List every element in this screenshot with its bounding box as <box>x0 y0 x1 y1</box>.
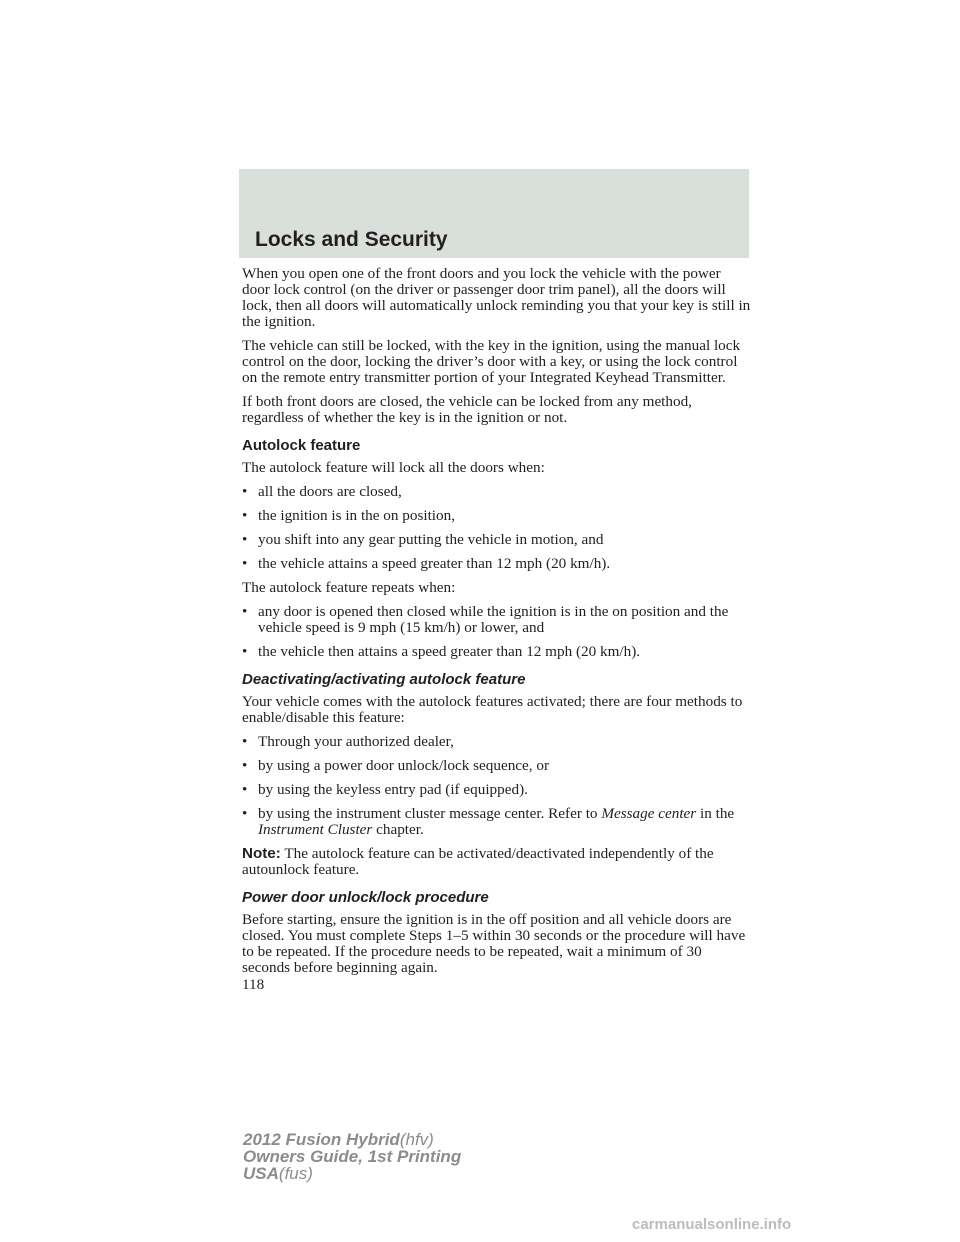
list-item: • the ignition is in the on position, <box>242 507 456 524</box>
intro-paragraph-2: The vehicle can still be locked, with the key in the ignition, using the manual lock control on the door, locking the driver’s door with a key, or using the lock control on the remote entry transmitter portion of your Integrated Keyhead Transmitter. <box>242 337 741 386</box>
section-title: Locks and Security <box>255 228 448 251</box>
footer-line-1: 2012 Fusion Hybrid(hfv) <box>243 1130 434 1149</box>
bullet: • <box>242 757 248 774</box>
instrument-cluster-reference: Instrument Cluster <box>258 821 373 838</box>
list-item: • by using a power door unlock/lock sequence, or <box>242 757 550 774</box>
list-item: • all the doors are closed, <box>242 483 402 500</box>
list-item: • the vehicle then attains a speed greater than 12 mph (20 km/h). <box>242 643 641 660</box>
footer-line-2: Owners Guide, 1st Printing <box>243 1147 462 1166</box>
list-item: • by using the instrument cluster message center. Refer to Message center in the Instrument Cluster chapter. <box>242 805 735 838</box>
autolock-heading: Autolock feature <box>242 437 361 454</box>
watermark[interactable]: carmanualsonline.info <box>632 1216 792 1233</box>
procedure-paragraph: Before starting, ensure the ignition is in the off position and all vehicle doors are closed. You must complete Steps 1–5 within 30 seconds or the procedure will have to be repeated. If the procedure needs to be repeated, wait a minimum of 30 seconds before beginning again. <box>242 911 746 976</box>
bullet: • <box>242 555 248 572</box>
bullet: • <box>242 781 248 798</box>
autolock-repeat-list <box>242 604 752 660</box>
page-number: 118 <box>242 976 265 993</box>
list-item: • Through your authorized dealer, <box>242 733 454 750</box>
list-item: • by using the keyless entry pad (if equipped). <box>242 781 528 798</box>
deactivating-methods-list <box>242 734 752 838</box>
list-item: • you shift into any gear putting the vehicle in motion, and <box>242 531 604 548</box>
deactivating-lead: Your vehicle comes with the autolock features activated; there are four methods to enable/disable this feature: <box>242 693 743 726</box>
bullet: • <box>242 531 248 548</box>
bullet: • <box>242 805 248 822</box>
procedure-heading: Power door unlock/lock procedure <box>242 889 489 906</box>
intro-paragraph-1: When you open one of the front doors and you lock the vehicle with the power door lock control (on the driver or passenger door trim panel), all the doors will lock, then all doors will automatically unlock reminding you that your key is still in the ignition. <box>242 265 751 330</box>
message-center-reference: Message center <box>601 805 697 822</box>
deactivating-heading: Deactivating/activating autolock feature <box>242 671 526 688</box>
autolock-repeat-lead: The autolock feature repeats when: <box>242 579 456 596</box>
autolock-lead: The autolock feature will lock all the doors when: <box>242 459 545 476</box>
bullet: • <box>242 733 248 750</box>
list-item: • the vehicle attains a speed greater than 12 mph (20 km/h). <box>242 555 611 572</box>
note-paragraph: Note: The autolock feature can be activated/deactivated independently of the autounlock feature. <box>242 845 714 878</box>
bullet: • <box>242 643 248 660</box>
print-footer <box>243 1131 461 1182</box>
autolock-conditions-list <box>242 484 752 572</box>
bullet: • <box>242 483 248 500</box>
footer-line-3: USA(fus) <box>243 1164 313 1183</box>
page-content <box>242 266 752 984</box>
intro-paragraph-3: If both front doors are closed, the vehicle can be locked from any method, regardless of whether the key is in the ignition or not. <box>242 393 692 426</box>
list-item: • any door is opened then closed while the ignition is in the on position and the vehicle speed is 9 mph (15 km/h) or lower, and <box>242 603 729 636</box>
bullet: • <box>242 603 248 620</box>
note-label: Note: <box>242 845 281 862</box>
bullet: • <box>242 507 248 524</box>
